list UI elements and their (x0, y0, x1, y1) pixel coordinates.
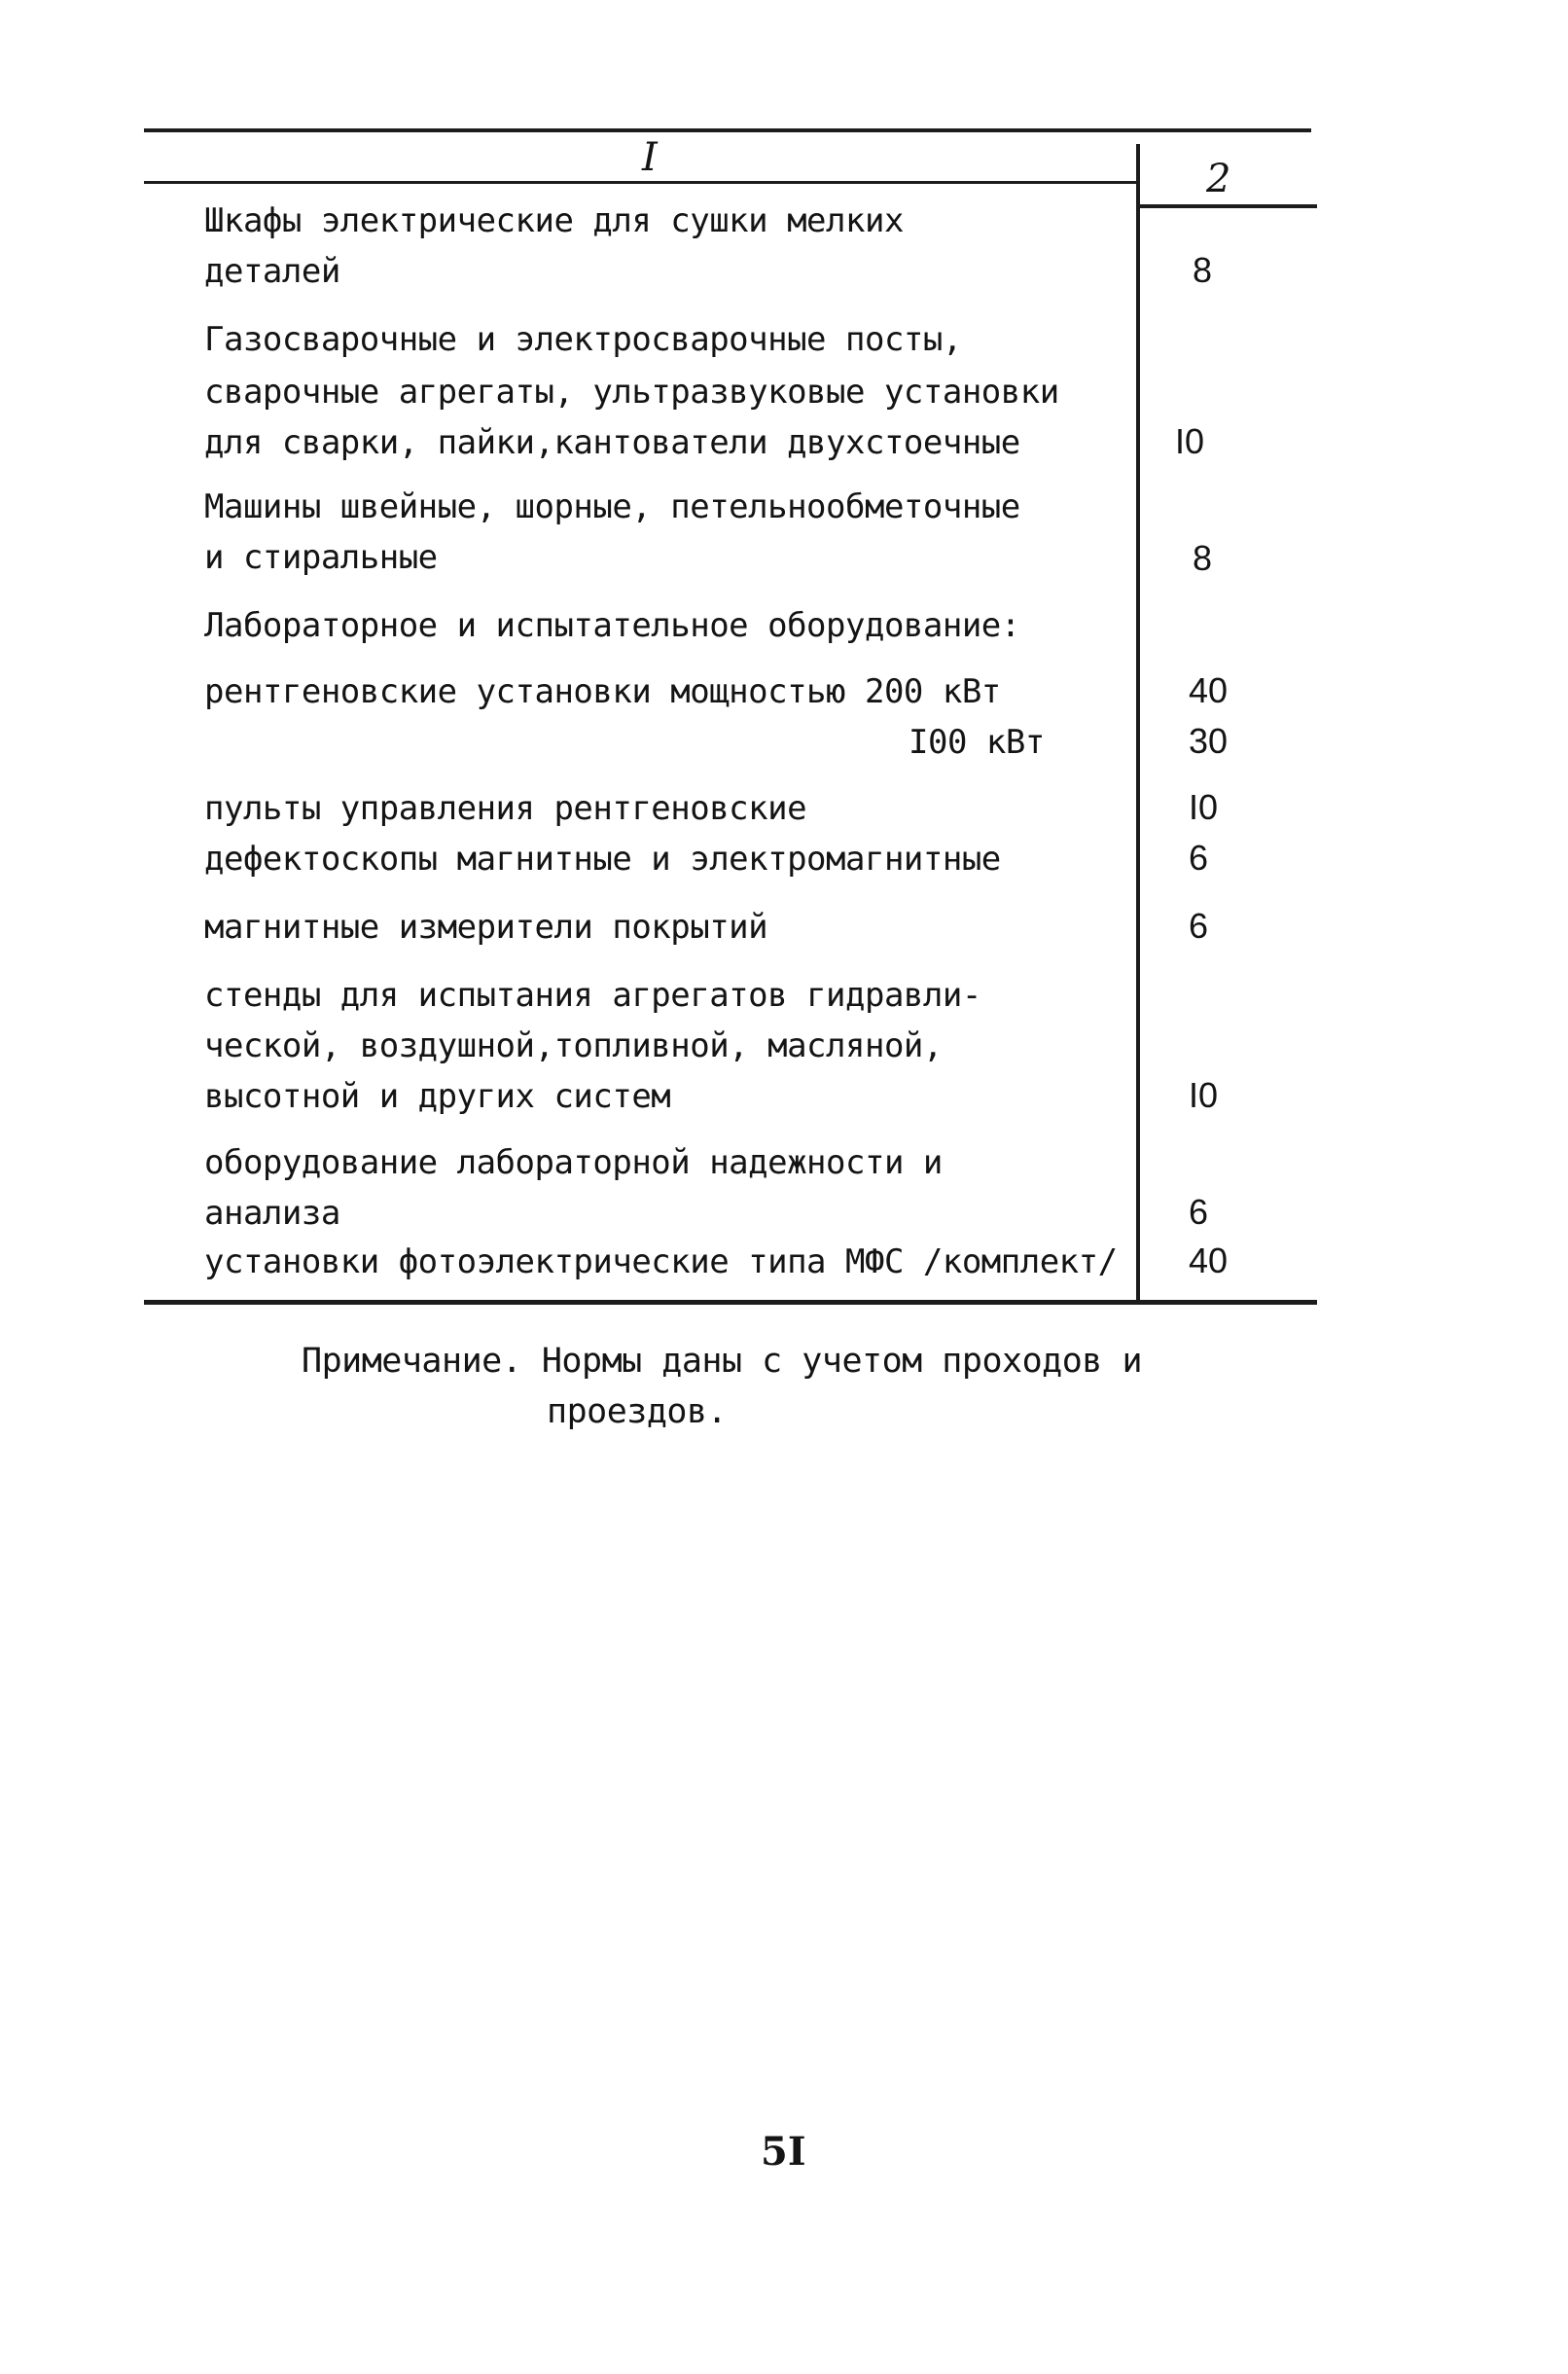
note-line-1: Примечание. Нормы даны с учетом проходов и (302, 1342, 1143, 1381)
row-7-value: I0 (1189, 787, 1219, 827)
row-11-line-1: оборудование лабораторной надежности и (204, 1143, 943, 1182)
header-left-rule (144, 181, 1136, 184)
row-2-line-3: для сварки, пайки,кантователи двухстоечные (204, 423, 1020, 462)
row-9-line-1: магнитные измерители покрытий (204, 908, 768, 947)
row-12-line-1: установки фотоэлектрические типа МФС /комплект/ (204, 1242, 1118, 1281)
row-10-line-1: стенды для испытания агрегатов гидравли- (204, 976, 981, 1015)
row-3-line-2: и стиральные (204, 538, 438, 577)
row-8-line-1: дефектоскопы магнитные и электромагнитные (204, 840, 1001, 879)
row-2-line-2: сварочные агрегаты, ультразвуковые установки (204, 373, 1059, 412)
table-top-rule (144, 128, 1311, 132)
row-2-value: I0 (1175, 421, 1205, 461)
row-4-line-1: Лабораторное и испытательное оборудование: (204, 606, 1020, 645)
row-6-value: 30 (1189, 721, 1229, 761)
row-10-line-3: высотной и других систем (204, 1077, 671, 1116)
row-7-line-1: пульты управления рентгеновские (204, 789, 807, 828)
row-8-value: 6 (1189, 838, 1209, 878)
row-11-value: 6 (1189, 1192, 1209, 1232)
row-11-line-2: анализа (204, 1194, 340, 1233)
column-header-2: 2 (1206, 157, 1231, 201)
row-12-value: 40 (1189, 1241, 1229, 1280)
header-right-rule (1136, 204, 1317, 208)
row-3-value: 8 (1193, 538, 1213, 578)
row-9-value: 6 (1189, 906, 1209, 946)
note-line-2: проездов. (547, 1392, 728, 1431)
row-1-line-2: деталей (204, 252, 340, 291)
column-divider (1136, 144, 1140, 1300)
column-header-1: I (642, 135, 658, 180)
row-5-value: 40 (1189, 670, 1229, 710)
row-2-line-1: Газосварочные и электросварочные посты, (204, 320, 962, 359)
row-1-value: 8 (1193, 250, 1213, 290)
page-number: 5I (761, 2129, 806, 2175)
row-3-line-1: Машины швейные, шорные, петельнообметочные (204, 487, 1020, 526)
table-bottom-rule (144, 1300, 1317, 1305)
row-10-line-2: ческой, воздушной,топливной, масляной, (204, 1026, 943, 1065)
row-5-line-1: рентгеновские установки мощностью 200 кВт (204, 672, 1001, 711)
row-1-line-1: Шкафы электрические для сушки мелких (204, 201, 904, 240)
row-6-line-1: I00 кВт (909, 723, 1045, 762)
row-10-value: I0 (1189, 1075, 1219, 1115)
